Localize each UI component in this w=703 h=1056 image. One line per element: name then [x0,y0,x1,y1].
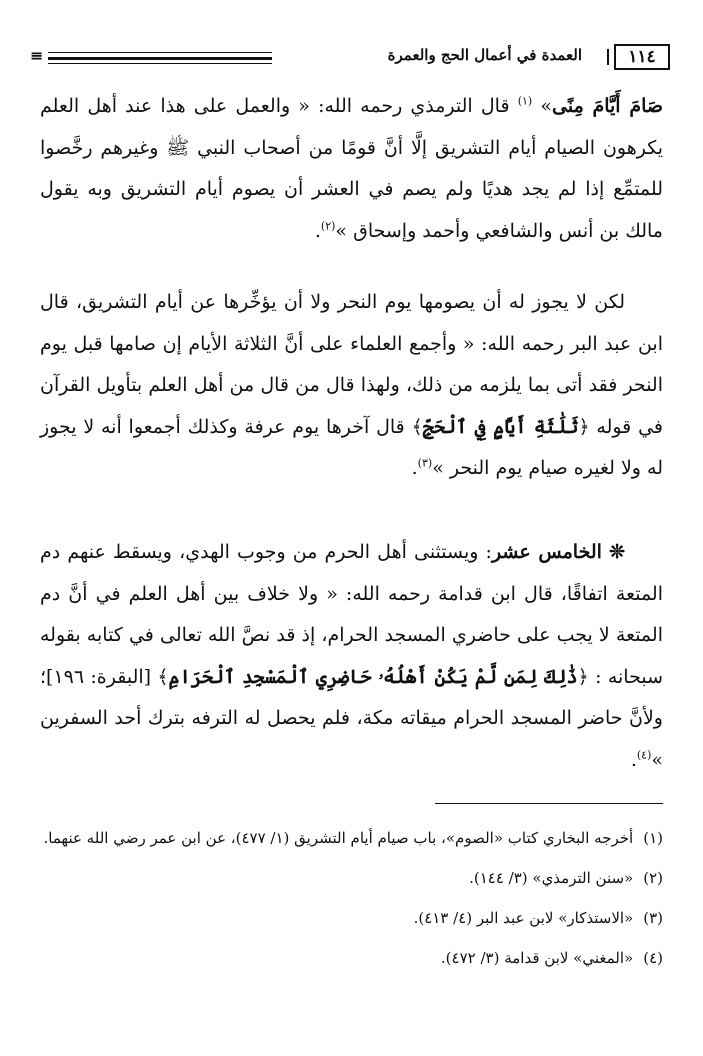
book-title: العمدة في أعمال الحج والعمرة [382,46,588,64]
quote-close: » [532,95,552,117]
footnote-number: (٢) [643,869,663,887]
footnotes [40,818,663,978]
footnote-text: «سنن الترمذي» (٣/ ١٤٤). [469,869,634,887]
paragraph-2 [40,282,663,490]
paragraph-1-end: . [314,219,321,242]
footnote-3 [40,898,663,938]
paragraph-3-text-b: ﴾ [البقرة: ١٩٦]؛ ولأنَّ حاضر المسجد الحرام ميقاته مكة، فلم يحصل له الترفه بترك أحد السفرين » [40,665,663,771]
footnote-text: أخرجه البخاري كتاب «الصوم»، باب صيام أيام التشريق (١/ ٤٧٧)، عن ابن عمر رضي الله عنهما. [43,829,634,847]
quran-verse-2: ذَٰلِكَ لِمَن لَّمْ يَكُنْ أَهْلُهُۥ حَاضِرِي ٱلْمَسْجِدِ ٱلْحَرَامِ [168,665,578,688]
header-rule-thick [48,57,272,60]
page-number: ١١٤ [614,44,670,70]
paragraph-2-end: . [411,457,418,479]
paragraph-3-end: . [630,748,637,771]
paragraph-1 [40,86,663,252]
paragraph-3-text: : ويستثنى أهل الحرم من وجوب الهدي، ويسقط عنهم دم المتعة اتفاقًا، قال ابن قدامة رحمه الله: « ولا خلاف بين أهل العلم في أنَّ دم المتعة لا يجب على حاضري المسجد الحرام، إذ قد نصَّ الله تعالى في كتابه بقوله سبحانه : ﴿ [40,541,663,688]
footnote-4 [40,938,663,978]
running-header [30,44,670,72]
footnote-1 [40,818,663,858]
star-icon: ❊ [609,541,625,563]
header-rule-thin-bottom [48,63,272,64]
footnote-ref-2[interactable]: (٢) [320,219,336,233]
footnote-text: «المغني» لابن قدامة (٣/ ٤٧٢). [440,949,634,967]
footnote-ref-1[interactable]: (١) [517,94,533,108]
header-end-mark: ≡ [30,46,44,65]
header-rule-thin-top [48,52,272,53]
paragraph-2-text-b: ﴾ قال آخرها يوم عرفة وكذلك أجمعوا أنه لا يجوز له ولا لغيره صيام يوم النحر » [40,415,663,479]
footnote-ref-3[interactable]: (٣) [417,456,433,470]
footnote-number: (٤) [643,949,663,967]
footnote-text: «الاستذكار» لابن عبد البر (٤/ ٤١٣). [413,909,634,927]
hadith-quote: صَامَ أَيَّامَ مِنًى [552,95,663,117]
footnote-separator [435,803,663,804]
quran-verse-1: ثَلَٰثَةِ أَيَّامٍ فِي ٱلْحَجِّ [422,415,579,438]
paragraph-2-text: لكن لا يجوز له أن يصومها يوم النحر ولا أن يؤخِّرها عن أيام التشريق، قال ابن عبد البر رحمه الله: « وأجمع العلماء على أنَّ الثلاثة الأيام إن صامها قبل يوم النحر فقد أتى بما يلزمه من ذلك، ولهذا قال من قال من أهل العلم بتأويل القرآن في قوله ﴿ [40,291,663,438]
paragraph-3 [40,532,663,781]
footnote-ref-4[interactable]: (٤) [636,748,652,762]
footnote-number: (١) [643,829,663,847]
section-heading: الخامس عشر [491,541,602,563]
footnote-number: (٣) [643,909,663,927]
footnote-2 [40,858,663,898]
paragraph-1-text: قال الترمذي رحمه الله: « والعمل على هذا عند أهل العلم يكرهون الصيام أيام التشريق إلَّا أنَّ قومًا من أصحاب النبي ﷺ وغيرهم رخَّصوا للمتمِّع إذا لم يجد هديًا ولم يصم في العشر أن يصوم أيام التشريق وبه يقول مالك بن أنس والشافعي وأحمد وإسحاق » [40,95,663,242]
